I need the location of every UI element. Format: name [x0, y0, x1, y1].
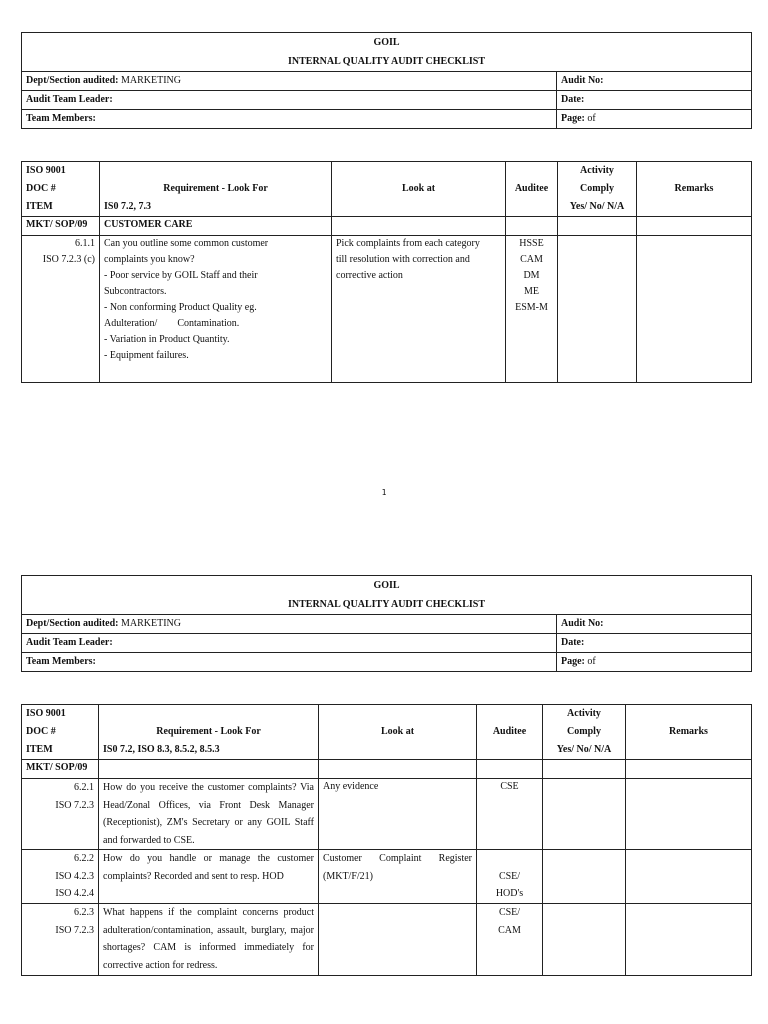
- iso-label: ISO 9001: [26, 708, 66, 719]
- iso-reference: IS0 7.2, ISO 8.3, 8.5.2, 8.5.3: [103, 744, 220, 755]
- remarks-label: Remarks: [674, 183, 714, 194]
- iso-header-cell: [22, 162, 100, 217]
- activity-label: Activity: [567, 708, 601, 719]
- date-label: Date:: [557, 634, 752, 653]
- comply-label: Comply: [567, 726, 601, 737]
- activity-label: Activity: [580, 165, 614, 176]
- section-code: MKT/ SOP/09: [22, 760, 99, 779]
- remarks-cell: [626, 779, 752, 850]
- requirement-cell: Can you outline some common customer complaints you know? - Poor service by GOIL Staff and their Subcontractors. - Non conforming Product Quality eg. Adulteration/ Contamination. - Variation in Product Quantity. - Equipment failures.: [100, 236, 332, 383]
- item-ref-cell: [22, 904, 99, 976]
- auditee-cell: CSE: [477, 779, 543, 850]
- page-label: Page:: [561, 113, 585, 124]
- activity-header-cell: [558, 162, 637, 217]
- page-cell: [557, 110, 752, 129]
- page-of: of: [587, 656, 596, 667]
- remarks-cell: [626, 850, 752, 904]
- company-name: GOIL: [373, 37, 400, 48]
- iso-header-cell: [22, 705, 99, 760]
- auditee-cell: CSE/ CAM: [477, 904, 543, 976]
- table-row: [22, 779, 752, 850]
- auditee-label: Auditee: [514, 183, 549, 194]
- company-name: GOIL: [373, 580, 400, 591]
- item-ref-cell: [22, 779, 99, 850]
- members-label: Team Members:: [22, 110, 557, 129]
- date-label: Date:: [557, 91, 752, 110]
- page-number: 1: [381, 488, 387, 497]
- requirement-cell: What happens if the complaint concerns product adulteration/contamination, assault, burglary, major shortages? CAM is informed immediately for corrective action for redress.: [99, 904, 319, 976]
- iso-clause: ISO 4.2.3: [55, 870, 94, 882]
- header-title-cell: [22, 576, 752, 615]
- members-label: Team Members:: [22, 653, 557, 672]
- remarks-label: Remarks: [669, 726, 708, 737]
- iso-clause: ISO 4.2.4: [55, 888, 94, 899]
- yes-no-label: Yes/ No/ N/A: [556, 744, 612, 755]
- look-at-cell: Any evidence: [319, 779, 477, 850]
- leader-label: Audit Team Leader:: [22, 91, 557, 110]
- doc-label: DOC #: [26, 183, 56, 194]
- yes-no-label: Yes/ No/ N/A: [569, 201, 625, 212]
- requirement-header-cell: [99, 705, 319, 760]
- audit-header-table-1: [21, 32, 752, 129]
- item-label: ITEM: [26, 201, 53, 212]
- look-at-label: Look at: [380, 726, 415, 737]
- comply-label: Comply: [580, 183, 614, 194]
- page-cell: [557, 653, 752, 672]
- audit-header-table-2: [21, 575, 752, 672]
- item-number: 6.2.1: [74, 782, 94, 793]
- table-row: [22, 236, 752, 383]
- table-row: [22, 904, 752, 976]
- comply-cell: [543, 779, 626, 850]
- look-at-header-cell: [332, 162, 506, 217]
- doc-label: DOC #: [26, 726, 56, 737]
- requirement-label: Requirement - Look For: [156, 726, 261, 737]
- audit-no-label: Audit No:: [557, 72, 752, 91]
- page-of: of: [587, 113, 596, 124]
- iso-reference: IS0 7.2, 7.3: [104, 201, 151, 212]
- dept-value: MARKETING: [121, 75, 181, 86]
- item-number: 6.2.3: [74, 907, 94, 918]
- requirement-cell: How do you handle or manage the customer complaints? Recorded and sent to resp. HOD: [99, 850, 319, 904]
- checklist-table-2: [21, 704, 752, 976]
- dept-label: Dept/Section audited:: [26, 75, 119, 86]
- dept-label: Dept/Section audited:: [26, 618, 119, 629]
- auditee-label: Auditee: [492, 726, 527, 737]
- iso-label: ISO 9001: [26, 165, 66, 176]
- iso-clause: ISO 7.2.3: [55, 924, 94, 936]
- activity-header-cell: [543, 705, 626, 760]
- section-code: MKT/ SOP/09: [22, 217, 100, 236]
- dept-value: MARKETING: [121, 618, 181, 629]
- checklist-table-1: [21, 161, 752, 383]
- requirement-cell: How do you receive the customer complaints? Via Head/Zonal Offices, via Front Desk Manager (Receptionist), ZM's Secretary or any GOIL Staff and forwarded to CSE.: [99, 779, 319, 850]
- comply-cell: [543, 904, 626, 976]
- item-label: ITEM: [26, 744, 53, 755]
- remarks-cell: [637, 236, 752, 383]
- iso-clause: ISO 7.2.3: [55, 800, 94, 811]
- table-row: [22, 850, 752, 904]
- auditee-header-cell: [477, 705, 543, 760]
- item-number: 6.1.1: [75, 238, 95, 249]
- item-ref-cell: [22, 236, 100, 383]
- auditee-cell: CSE/ HOD's: [477, 850, 543, 904]
- iso-clause: ISO 7.2.3 (c): [42, 254, 95, 265]
- section-title: CUSTOMER CARE: [100, 217, 332, 236]
- page-label: Page:: [561, 656, 585, 667]
- checklist-title: INTERNAL QUALITY AUDIT CHECKLIST: [288, 599, 485, 610]
- item-ref-cell: [22, 850, 99, 904]
- requirement-header-cell: [100, 162, 332, 217]
- comply-cell: [558, 236, 637, 383]
- leader-label: Audit Team Leader:: [22, 634, 557, 653]
- item-number: 6.2.2: [74, 853, 94, 864]
- comply-cell: [543, 850, 626, 904]
- look-at-cell: Customer Complaint Register (MKT/F/21): [319, 850, 477, 904]
- remarks-header-cell: [637, 162, 752, 217]
- dept-cell: [22, 615, 557, 634]
- look-at-cell: Pick complaints from each category till resolution with correction and corrective action: [332, 236, 506, 383]
- checklist-title: INTERNAL QUALITY AUDIT CHECKLIST: [288, 56, 485, 67]
- auditee-header-cell: [506, 162, 558, 217]
- look-at-header-cell: [319, 705, 477, 760]
- requirement-label: Requirement - Look For: [163, 183, 268, 194]
- audit-no-label: Audit No:: [557, 615, 752, 634]
- auditee-cell: HSSE CAM DM ME ESM-M: [506, 236, 558, 383]
- remarks-header-cell: [626, 705, 752, 760]
- dept-cell: [22, 72, 557, 91]
- remarks-cell: [626, 904, 752, 976]
- header-title-cell: [22, 33, 752, 72]
- look-at-cell: [319, 904, 477, 976]
- look-at-label: Look at: [401, 183, 436, 194]
